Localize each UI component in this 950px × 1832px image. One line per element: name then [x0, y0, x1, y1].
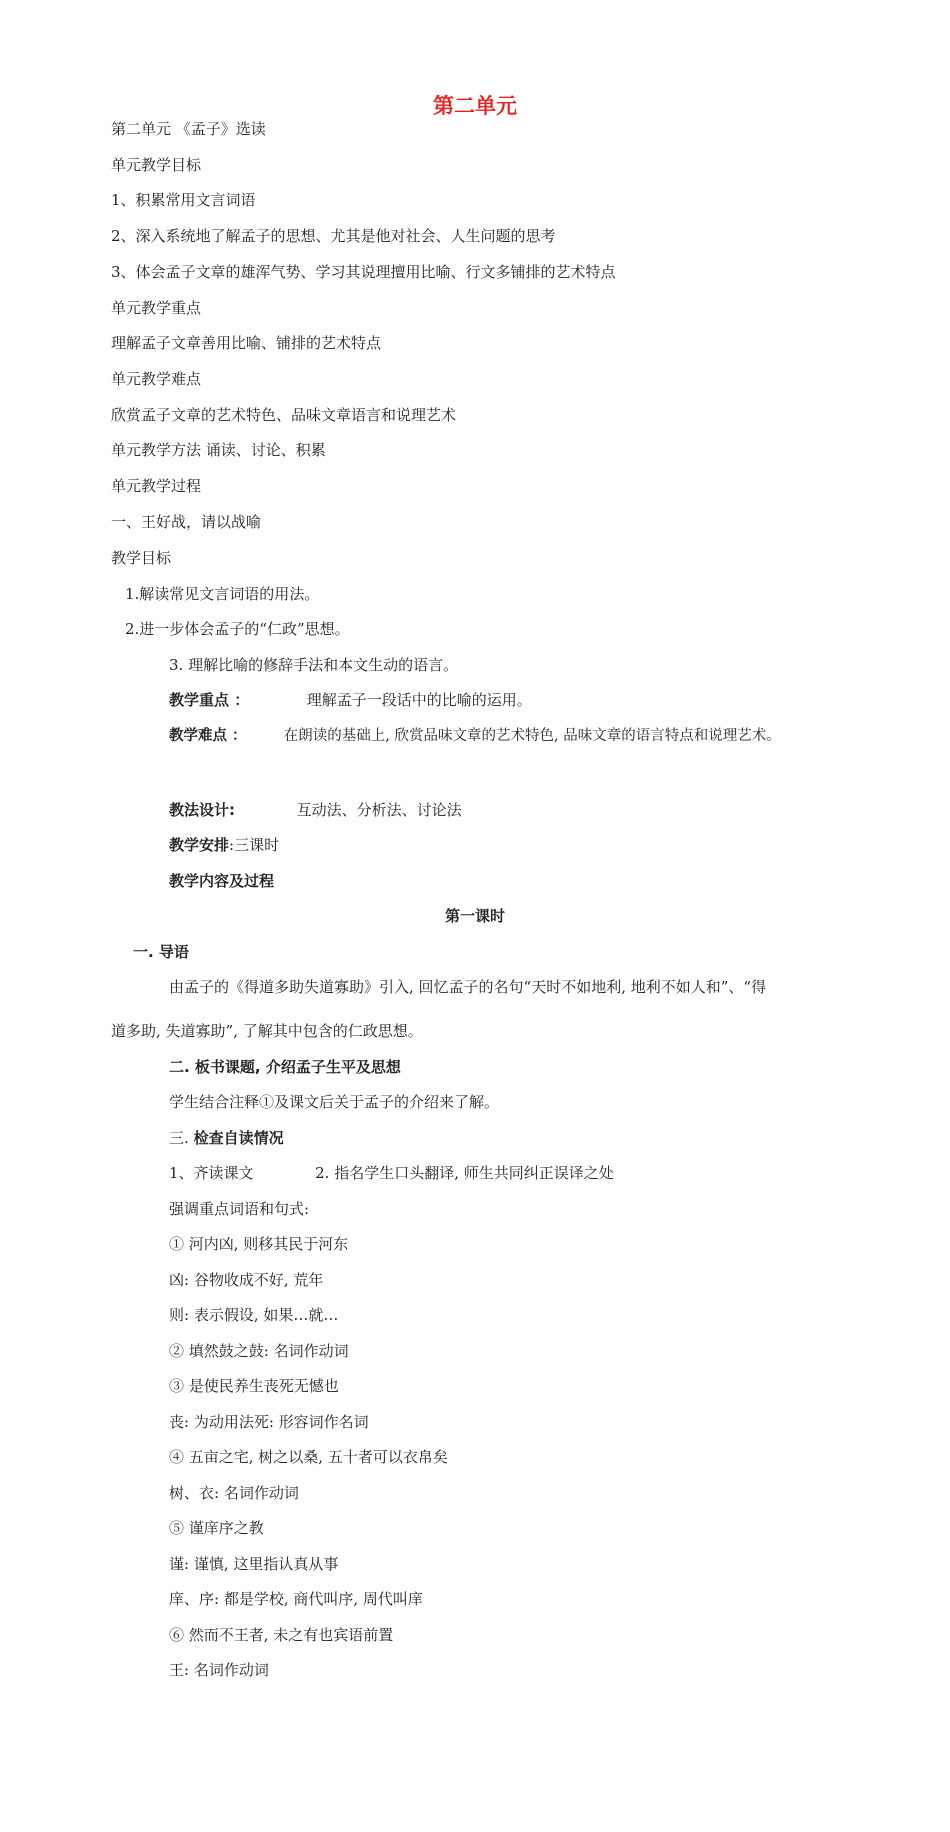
process-heading: 单元教学过程 — [111, 477, 202, 495]
schedule-value: :三课时 — [229, 836, 280, 854]
goal-item: 2、深入系统地了解孟子的思想、尤其是他对社会、人生问题的思考 — [111, 227, 556, 245]
objective-item: 3. 理解比喻的修辞手法和本文生动的语言。 — [169, 656, 459, 674]
objective-item: 1.解读常见文言词语的用法。 — [125, 585, 320, 603]
unit-line: 第二单元 《孟子》选读 — [111, 120, 266, 138]
difficulty-heading: 单元教学难点 — [111, 370, 202, 388]
note-line: 庠、序: 都是学校, 商代叫序, 周代叫庠 — [169, 1590, 423, 1608]
section2-text: 学生结合注释①及课文后关于孟子的介绍来了解。 — [169, 1093, 500, 1111]
objective-item: 2.进一步体会孟子的“仁政”思想。 — [125, 620, 350, 638]
section3-step: 2. 指名学生口头翻译, 师生共同纠正误译之处 — [315, 1164, 614, 1182]
section3-heading: 检查自读情况 — [193, 1129, 284, 1147]
schedule-label: 教学安排 — [169, 836, 230, 854]
section1-text: 由孟子的《得道多助失道寡助》引入, 回忆孟子的名句“天时不如地利, 地利不如人和”、“得 — [169, 978, 767, 996]
difficulty-point-label: 教学难点 ： — [169, 728, 247, 744]
section1-heading: 一. 导语 — [133, 943, 189, 961]
emphasis-heading: 强调重点词语和句式: — [169, 1200, 310, 1218]
design-value: 互动法、分析法、讨论法 — [296, 801, 462, 819]
difficulty-text: 欣赏孟子文章的艺术特色、品味文章语言和说理艺术 — [111, 406, 457, 424]
section3-number: 三. — [169, 1129, 189, 1147]
key-point-label: 教学重点 ： — [169, 691, 250, 709]
key-point-row — [169, 690, 532, 710]
note-line: 谨: 谨慎, 这里指认真从事 — [169, 1555, 339, 1573]
difficulty-point-value: 在朗读的基础上, 欣赏品味文章的艺术特色, 品味文章的语言特点和说理艺术。 — [283, 728, 781, 744]
difficulty-point-row — [169, 726, 781, 746]
note-line: ③ 是使民养生丧死无憾也 — [169, 1377, 339, 1395]
goals-heading: 单元教学目标 — [111, 156, 202, 174]
key-point-value: 理解孟子一段话中的比喻的运用。 — [306, 691, 532, 709]
section3-steps — [169, 1163, 614, 1183]
section2-heading: 二. 板书课题, 介绍孟子生平及思想 — [169, 1058, 401, 1076]
note-line: 树、衣: 名词作动词 — [169, 1484, 299, 1502]
goal-item: 1、积累常用文言词语 — [111, 191, 256, 209]
note-line: ② 填然鼓之鼓: 名词作动词 — [169, 1342, 349, 1360]
note-line: 凶: 谷物收成不好, 荒年 — [169, 1271, 324, 1289]
key-text: 理解孟子文章善用比喻、铺排的艺术特点 — [111, 334, 382, 352]
design-label: 教法设计: — [169, 801, 235, 819]
note-line: 丧: 为动用法死: 形容词作名词 — [169, 1413, 369, 1431]
note-line: ④ 五亩之宅, 树之以桑, 五十者可以衣帛矣 — [169, 1448, 448, 1466]
method-line: 单元教学方法 诵读、讨论、积累 — [111, 441, 326, 459]
note-line: 王: 名词作动词 — [169, 1661, 269, 1679]
note-line: ⑥ 然而不王者, 未之有也宾语前置 — [169, 1626, 394, 1644]
lesson-title: 一、王好战，请以战喻 — [111, 513, 262, 531]
note-line: ⑤ 谨庠序之教 — [169, 1519, 264, 1537]
section1-text: 道多助, 失道寡助”, 了解其中包含的仁政思想。 — [111, 1022, 423, 1040]
key-heading: 单元教学重点 — [111, 299, 202, 317]
content-heading: 教学内容及过程 — [169, 872, 275, 890]
objectives-heading: 教学目标 — [111, 549, 172, 567]
period-title: 第一课时 — [444, 907, 505, 925]
schedule-row — [169, 835, 279, 855]
goal-item: 3、体会孟子文章的雄浑气势、学习其说理擅用比喻、行文多铺排的艺术特点 — [111, 263, 616, 281]
section3-heading-row — [169, 1128, 284, 1148]
section3-step: 1、齐读课文 — [169, 1164, 254, 1182]
page-title: 第二单元 — [433, 94, 517, 118]
note-line: ① 河内凶, 则移其民于河东 — [169, 1235, 349, 1253]
design-row — [169, 800, 462, 820]
note-line: 则: 表示假设, 如果…就… — [169, 1306, 339, 1324]
